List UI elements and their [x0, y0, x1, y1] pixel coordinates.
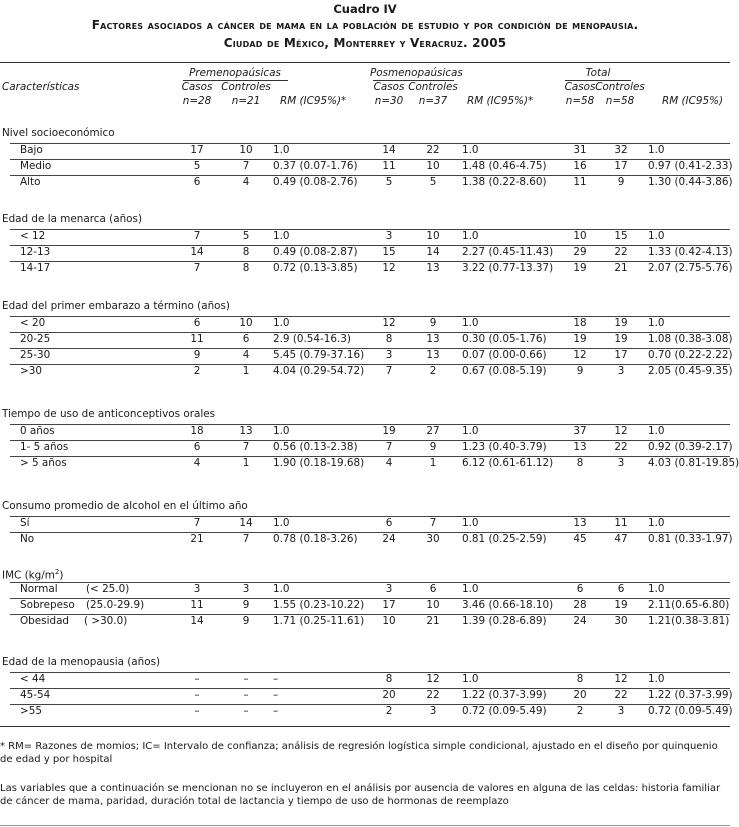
header-postmenopausal: Posmenopaúsicas	[370, 67, 463, 79]
page-bottom-rule	[0, 825, 730, 826]
group-label: IMC $(kg/m^2)$	[2, 568, 64, 582]
table-title: Cuadro IV	[333, 2, 397, 16]
row-label: 45-54	[20, 689, 51, 701]
table-cell: 28	[573, 599, 587, 611]
row-label: Obesidad	[20, 615, 70, 627]
table-cell: 12	[614, 425, 628, 437]
table-cell: 7	[242, 441, 250, 453]
table-cell: 2.05 (0.45-9.35)	[648, 365, 733, 377]
table-cell: 0.81 (0.33-1.97)	[648, 533, 733, 545]
table-cell: 2	[193, 365, 201, 377]
table-cell: –	[273, 673, 279, 685]
table-cell: 9	[617, 176, 625, 188]
table-cell: 30	[614, 615, 628, 627]
table-cell: 3	[617, 457, 625, 469]
header-tot-cases: Casos	[564, 81, 596, 93]
row-label: 20-25	[20, 333, 51, 345]
table-cell: –	[194, 689, 200, 701]
row-label: < 12	[20, 230, 46, 242]
group-label: Nivel socioeconómico	[2, 127, 115, 139]
table-cell: 15	[382, 246, 396, 258]
table-cell: 9	[429, 317, 437, 329]
group-label: Consumo promedio de alcohol en el último año	[2, 500, 248, 512]
table-cell: 0.07 (0.00-0.66)	[462, 349, 547, 361]
table-cell: 3.22 (0.77-13.37)	[462, 262, 554, 274]
table-cell: 8	[385, 333, 393, 345]
row-label: Medio	[20, 160, 52, 172]
header-tot-rm: RM (IC95%)	[662, 95, 724, 107]
table-cell: 11	[573, 176, 587, 188]
table-cell: 6.12 (0.61-61.12)	[462, 457, 554, 469]
table-cell: 20	[573, 689, 587, 701]
table-cell: 7	[193, 262, 201, 274]
table-cell: 14	[190, 246, 204, 258]
table-cell: 13	[426, 333, 440, 345]
table-cell: 0.70 (0.22-2.22)	[648, 349, 733, 361]
table-cell: 3	[385, 583, 393, 595]
table-subtitle-line2: Ciudad de México, Monterrey y Veracruz. 2005	[223, 36, 507, 50]
table-cell: 16	[573, 160, 587, 172]
table-cell: 10	[239, 317, 253, 329]
table-cell: 19	[614, 599, 628, 611]
table-cell: –	[273, 705, 279, 717]
table-cell: 1.22 (0.37-3.99)	[648, 689, 733, 701]
table-cell: 1.0	[648, 583, 665, 595]
table-cell: –	[194, 705, 200, 717]
table-cell: 12	[573, 349, 587, 361]
table-cell: 1.71 (0.25-11.61)	[273, 615, 365, 627]
table-cell: 1.0	[462, 673, 479, 685]
table-cell: 14	[239, 517, 253, 529]
exclusion-note: Las variables que a continuación se mencionan no se incluyeron en el análisis por ausencia de valores en alguna de las celdas: historia familiar de cáncer de mama, paridad, duración total de lactancia y tiempo de uso de hormonas de reemplazo	[0, 783, 721, 807]
table-cell: 21	[190, 533, 204, 545]
table-cell: 8	[385, 673, 393, 685]
table-cell: 22	[614, 689, 628, 701]
table-cell: –	[273, 689, 279, 701]
header-tot-n-controls: n=58	[605, 95, 635, 107]
row-sublabel: ( >30.0)	[84, 615, 128, 627]
table-cell: 0.72 (0.09-5.49)	[648, 705, 733, 717]
table-cell: 0.56 (0.13-2.38)	[273, 441, 358, 453]
header-pre-n-controls: n=21	[231, 95, 261, 107]
table-cell: 1.08 (0.38-3.08)	[648, 333, 733, 345]
table-cell: 17	[382, 599, 396, 611]
table-cell: –	[243, 705, 249, 717]
table-cell: 7	[242, 533, 250, 545]
table-cell: 6	[193, 176, 201, 188]
row-label: Sí	[20, 517, 30, 529]
table-cell: 4	[242, 349, 250, 361]
row-label: No	[20, 533, 35, 545]
table-cell: 1.0	[462, 230, 479, 242]
table-cell: 9	[242, 615, 250, 627]
table-cell: 1	[429, 457, 437, 469]
bottom-rule	[0, 726, 730, 727]
table-cell: 3	[385, 349, 393, 361]
table-cell: 7	[429, 517, 437, 529]
table-cell: 8	[242, 246, 250, 258]
top-rule	[0, 62, 730, 63]
table-cell: 13	[573, 517, 587, 529]
table-cell: 0.97 (0.41-2.33)	[648, 160, 733, 172]
table-cell: 11	[382, 160, 396, 172]
table-cell: 5	[429, 176, 437, 188]
table-cell: 8	[576, 673, 584, 685]
group-label: Edad de la menopausia (años)	[2, 656, 161, 668]
table-cell: 13	[426, 262, 440, 274]
table-cell: 1.0	[648, 673, 665, 685]
table-cell: 1.0	[462, 144, 479, 156]
table-cell: 2.27 (0.45-11.43)	[462, 246, 554, 258]
row-label: 1- 5 años	[20, 441, 69, 453]
table-cell: 7	[385, 441, 393, 453]
table-cell: 7	[193, 230, 201, 242]
table-cell: 24	[382, 533, 396, 545]
table-cell: 15	[614, 230, 628, 242]
table-cell: 1.0	[462, 517, 479, 529]
table-cell: 30	[426, 533, 440, 545]
table-cell: 0.30 (0.05-1.76)	[462, 333, 547, 345]
table-cell: 10	[382, 615, 396, 627]
table-cell: 3	[617, 705, 625, 717]
row-label: Sobrepeso	[20, 599, 75, 611]
table-cell: 17	[614, 349, 628, 361]
row-label: < 20	[20, 317, 46, 329]
table-cell: 37	[573, 425, 587, 437]
table-cell: 10	[573, 230, 587, 242]
table-cell: 1.0	[648, 425, 665, 437]
table-cell: 2	[429, 365, 437, 377]
table-cell: 8	[576, 457, 584, 469]
table-cell: 1.0	[648, 517, 665, 529]
table-cell: 1.21(0.38-3.81)	[648, 615, 730, 627]
table-cell: 6	[429, 583, 437, 595]
table-cell: 1.0	[273, 425, 290, 437]
table-cell: 0.92 (0.39-2.17)	[648, 441, 733, 453]
table-cell: 14	[382, 144, 396, 156]
table-cell: 2	[576, 705, 584, 717]
header-post-n-controls: n=37	[418, 95, 448, 107]
table-cell: 9	[193, 349, 201, 361]
table-cell: 9	[429, 441, 437, 453]
table-cell: 12	[382, 317, 396, 329]
table-cell: 11	[614, 517, 628, 529]
row-label: Normal	[20, 583, 58, 595]
table-cell: 13	[426, 349, 440, 361]
table-cell: 1.55 (0.23-10.22)	[273, 599, 365, 611]
table-cell: 3	[429, 705, 437, 717]
table-cell: 0.78 (0.18-3.26)	[273, 533, 358, 545]
row-label: Bajo	[20, 144, 43, 156]
table-cell: 4.03 (0.81-19.85)	[648, 457, 739, 469]
header-pre-cases: Casos	[181, 81, 213, 93]
table-cell: 17	[190, 144, 204, 156]
row-label: 0 años	[20, 425, 55, 437]
table-cell: 19	[573, 333, 587, 345]
table-cell: 0.81 (0.25-2.59)	[462, 533, 547, 545]
header-tot-n-cases: n=58	[565, 95, 595, 107]
table-cell: 6	[385, 517, 393, 529]
table-cell: 2	[385, 705, 393, 717]
table-cell: 0.67 (0.08-5.19)	[462, 365, 547, 377]
header-post-controls: Controles	[408, 81, 458, 93]
table-cell: 5.45 (0.79-37.16)	[273, 349, 365, 361]
table-cell: 1.30 (0.44-3.86)	[648, 176, 733, 188]
table-cell: 1.38 (0.22-8.60)	[462, 176, 547, 188]
table-cell: 1	[242, 457, 250, 469]
table-cell: 21	[614, 262, 628, 274]
group-label: Edad del primer embarazo a término (años)	[2, 300, 230, 312]
table-cell: 21	[426, 615, 440, 627]
table-cell: 14	[190, 615, 204, 627]
table-cell: 1.0	[648, 144, 665, 156]
table-cell: 10	[239, 144, 253, 156]
table-cell: 13	[573, 441, 587, 453]
table-cell: 6	[617, 583, 625, 595]
table-cell: 10	[426, 160, 440, 172]
table-cell: 1.39 (0.28-6.89)	[462, 615, 547, 627]
table-cell: 1.0	[273, 583, 290, 595]
table-cell: 13	[239, 425, 253, 437]
table-cell: 5	[385, 176, 393, 188]
table-cell: 3	[617, 365, 625, 377]
table-cell: 3	[242, 583, 250, 595]
table-cell: 12	[426, 673, 440, 685]
table-cell: 1.0	[648, 317, 665, 329]
table-cell: 1.0	[462, 425, 479, 437]
table-cell: 1.0	[462, 317, 479, 329]
table-cell: –	[243, 673, 249, 685]
table-cell: 7	[242, 160, 250, 172]
header-premenopausal: Premenopaúsicas	[189, 67, 281, 79]
table-cell: 1.0	[462, 583, 479, 595]
table-cell: 7	[385, 365, 393, 377]
table-cell: 1.0	[273, 517, 290, 529]
table-cell: 19	[614, 333, 628, 345]
table-cell: 0.72 (0.13-3.85)	[273, 262, 358, 274]
table-cell: 22	[614, 441, 628, 453]
table-cell: 0.72 (0.09-5.49)	[462, 705, 547, 717]
table-cell: 22	[426, 144, 440, 156]
table-cell: 5	[242, 230, 250, 242]
footnote: * RM= Razones de momios; IC= Intervalo de confianza; análisis de regresión logística simple condicional, ajustado en el diseño por quinquenio de edad y por hospital	[0, 741, 718, 765]
row-sublabel: (25.0-29.9)	[86, 599, 145, 611]
group-label: Edad de la menarca (años)	[2, 213, 142, 225]
row-sublabel: (< 25.0)	[86, 583, 130, 595]
table-cell: 19	[614, 317, 628, 329]
table-cell: 4	[385, 457, 393, 469]
table-cell: 1.23 (0.40-3.79)	[462, 441, 547, 453]
table-cell: 6	[242, 333, 250, 345]
table-cell: 11	[190, 599, 204, 611]
table-cell: 7	[193, 517, 201, 529]
table-cell: 0.49 (0.08-2.87)	[273, 246, 358, 258]
table-cell: 0.49 (0.08-2.76)	[273, 176, 358, 188]
table-cell: 12	[614, 673, 628, 685]
header-post-cases: Casos	[373, 81, 405, 93]
table-cell: 1.0	[273, 230, 290, 242]
table-cell: 10	[426, 599, 440, 611]
table-cell: 12	[382, 262, 396, 274]
table-cell: 22	[614, 246, 628, 258]
table-cell: 22	[426, 689, 440, 701]
table-cell: 18	[190, 425, 204, 437]
table-cell: –	[194, 673, 200, 685]
table-cell: 6	[576, 583, 584, 595]
table-cell: 1.48 (0.46-4.75)	[462, 160, 547, 172]
table-cell: 1.0	[273, 144, 290, 156]
table-cell: 29	[573, 246, 587, 258]
table-cell: 27	[426, 425, 440, 437]
header-pre-rm: RM (IC95%)*	[280, 95, 347, 107]
table-cell: 9	[242, 599, 250, 611]
table-cell: 45	[573, 533, 587, 545]
table-cell: 11	[190, 333, 204, 345]
row-label: > 5 años	[20, 457, 67, 469]
table-cell: 2.07 (2.75-5.76)	[648, 262, 733, 274]
table-cell: 3.46 (0.66-18.10)	[462, 599, 554, 611]
table-cell: 1.22 (0.37-3.99)	[462, 689, 547, 701]
table-cell: 1	[242, 365, 250, 377]
table-cell: –	[243, 689, 249, 701]
table-cell: 1.0	[648, 230, 665, 242]
table-cell: 31	[573, 144, 587, 156]
table-cell: 2.11(0.65-6.80)	[648, 599, 730, 611]
row-label: 12-13	[20, 246, 51, 258]
table-cell: 32	[614, 144, 628, 156]
table-cell: 6	[193, 317, 201, 329]
row-label: Alto	[20, 176, 41, 188]
table-cell: 4	[193, 457, 201, 469]
table-cell: 18	[573, 317, 587, 329]
table-cell: 19	[573, 262, 587, 274]
header-pre-controls: Controles	[221, 81, 271, 93]
header-characteristics: Características	[2, 81, 80, 93]
table-cell: 24	[573, 615, 587, 627]
table-cell: 9	[576, 365, 584, 377]
row-label: >55	[20, 705, 42, 717]
row-label: < 44	[20, 673, 46, 685]
table-cell: 8	[242, 262, 250, 274]
row-label: 14-17	[20, 262, 51, 274]
header-tot-controls: Controles	[595, 81, 645, 93]
table-cell: 1.0	[273, 317, 290, 329]
table-cell: 0.37 (0.07-1.76)	[273, 160, 358, 172]
table-cell: 1.33 (0.42-4.13)	[648, 246, 733, 258]
table-cell: 19	[382, 425, 396, 437]
row-label: >30	[20, 365, 42, 377]
header-total: Total	[585, 67, 611, 79]
table-cell: 10	[426, 230, 440, 242]
table-cell: 4	[242, 176, 250, 188]
header-post-n-cases: n=30	[374, 95, 404, 107]
table-cell: 1.90 (0.18-19.68)	[273, 457, 365, 469]
header-pre-n-cases: n=28	[182, 95, 212, 107]
table-cell: 2.9 (0.54-16.3)	[273, 333, 351, 345]
table-cell: 14	[426, 246, 440, 258]
table-cell: 4.04 (0.29-54.72)	[273, 365, 365, 377]
table-cell: 3	[385, 230, 393, 242]
table-cell: 17	[614, 160, 628, 172]
header-post-rm: RM (IC95%)*	[467, 95, 534, 107]
table-subtitle-line1: Factores asociados a cáncer de mama en la población de estudio y por condición de menopausia.	[91, 18, 639, 32]
table-cell: 47	[614, 533, 628, 545]
group-label: Tiempo de uso de anticonceptivos orales	[2, 408, 216, 420]
table-cell: 5	[193, 160, 201, 172]
row-label: 25-30	[20, 349, 51, 361]
table-cell: 3	[193, 583, 201, 595]
table-cell: 6	[193, 441, 201, 453]
table-cell: 20	[382, 689, 396, 701]
